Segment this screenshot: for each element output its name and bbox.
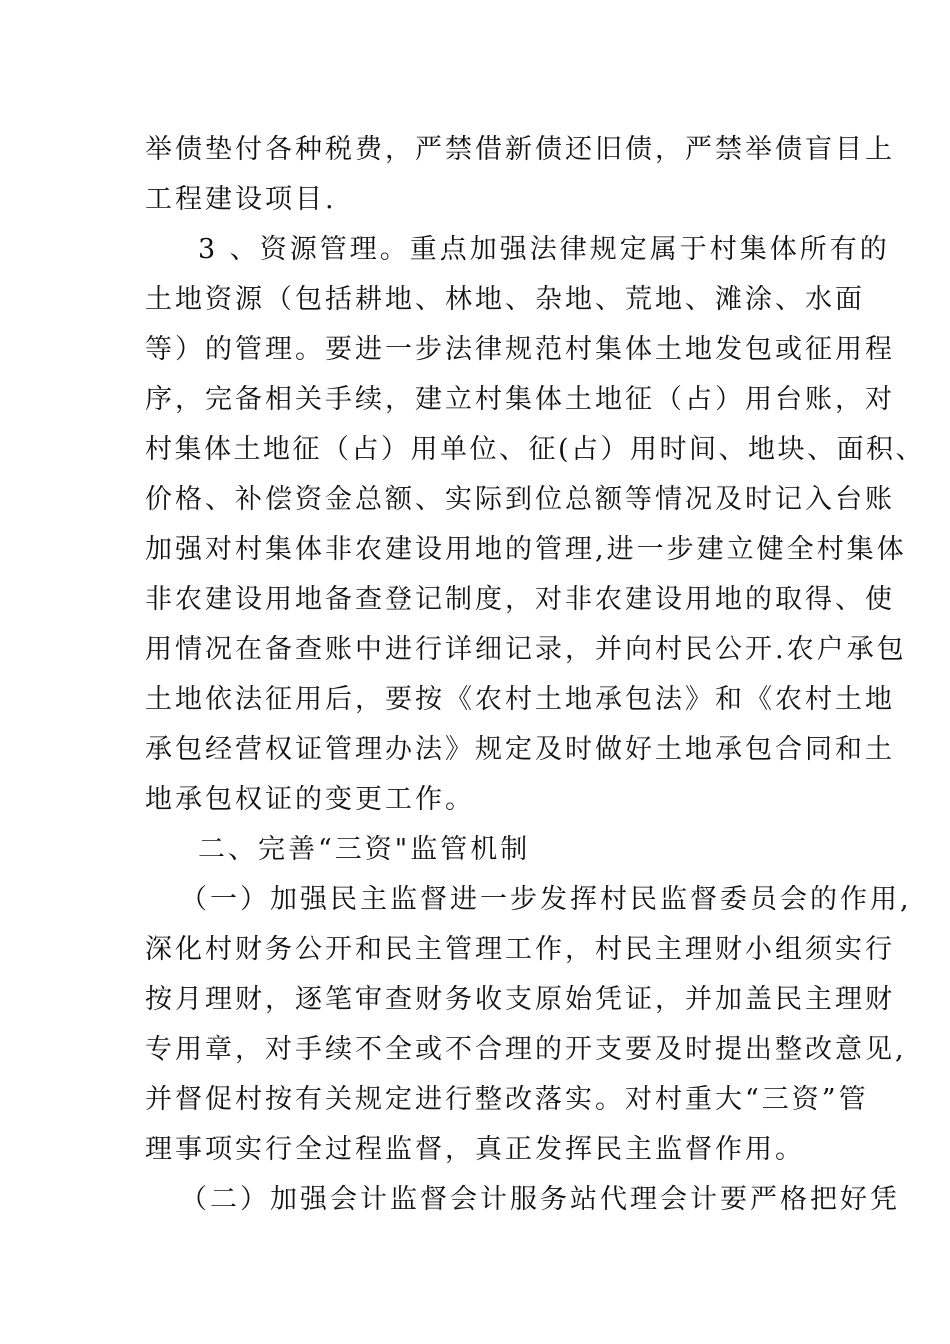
text-line: 非农建设用地备查登记制度，对非农建设用地的取得、使: [145, 584, 895, 615]
text-line: 专用章，对手续不全或不合理的开支要及时提出整改意见,: [145, 1034, 907, 1065]
text-line: 承包经营权证管理办法》规定及时做好土地承包合同和土: [145, 734, 895, 765]
subsection-heading-accounting-supervision: （二）加强会计监督会计服务站代理会计要严格把好凭: [180, 1184, 900, 1215]
text-line: 序，完备相关手续，建立村集体土地征（占）用台账，对: [145, 384, 895, 415]
text-line: 加强对村集体非农建设用地的管理,进一步建立健全村集体: [145, 534, 907, 565]
text-line: 用情况在备查账中进行详细记录，并向村民公开.农户承包: [145, 634, 907, 665]
text-line: 村集体土地征（占）用单位、征(占）用时间、地块、面积、: [145, 434, 926, 465]
subsection-heading-democratic-supervision: （一）加强民主监督进一步发挥村民监督委员会的作用,: [180, 884, 912, 915]
text-line: 价格、补偿资金总额、实际到位总额等情况及时记入台账: [145, 484, 895, 515]
text-line: 土地资源（包括耕地、林地、杂地、荒地、滩涂、水面: [145, 284, 865, 315]
section-heading-resource-management: 3 、资源管理。重点加强法律规定属于村集体所有的: [198, 234, 890, 265]
section-heading-supervision-mechanism: 二、完善“三资"监管机制: [198, 834, 531, 865]
text-line: 理事项实行全过程监督，真正发挥民主监督作用。: [145, 1134, 805, 1165]
text-line: 按月理财，逐笔审查财务收支原始凭证，并加盖民主理财: [145, 984, 895, 1015]
text-line: 地承包权证的变更工作。: [145, 784, 475, 815]
text-line: 举债垫付各种税费，严禁借新债还旧债，严禁举债盲目上: [145, 134, 895, 165]
text-line: 深化村财务公开和民主管理工作，村民主理财小组须实行: [145, 934, 895, 965]
text-line: 土地依法征用后，要按《农村土地承包法》和《农村土地: [145, 684, 895, 715]
text-line: 并督促村按有关规定进行整改落实。对村重大“三资”管: [145, 1084, 869, 1115]
text-line: 等）的管理。要进一步法律规范村集体土地发包或征用程: [145, 334, 895, 365]
text-line: 工程建设项目.: [145, 184, 337, 215]
